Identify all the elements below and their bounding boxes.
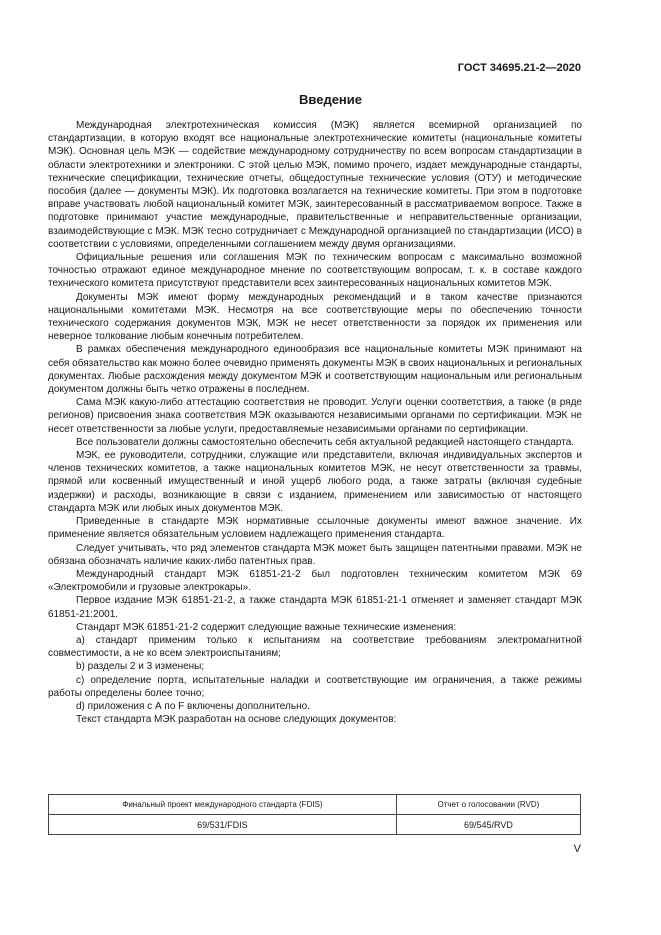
table-row [49,815,581,835]
paragraph: Документы МЭК имеют форму международных рекомендаций и в таком качестве признаются национальными комитетами МЭК. Несмотря на все соответствующие меры по обеспечению точности технического содержания документов МЭК, МЭК не несет ответственности за порядок их применения или неверное толкование любым конечным потребителем. [48,291,582,343]
section-title: Введение [299,92,362,107]
table-header-row [49,795,581,815]
paragraph: Приведенные в стандарте МЭК нормативные ссылочные документы имеют важное значение. Их применение является обязательным условием надлежащего применения стандарта. [48,516,582,541]
table-cell: 69/545/RVD [396,815,580,835]
paragraph: Международный стандарт МЭК 61851-21-2 был подготовлен техническим комитетом МЭК 69 «Электромобили и грузовые электрокары». [48,568,582,594]
paragraph: МЭК, ее руководители, сотрудники, служащие или представители, включая индивидуальных экспертов и членов технических комитетов, а также национальных комитетов МЭК, не несут ответственности за травмы, прямой или косвенный имущественный и иной ущерб любого рода, а также затраты (включая судебные издержки) и расходы, возникающие в связи с изданием, применением или зависимостью от настоящего стандарта МЭК или любых иных документов МЭК. [48,450,582,514]
paragraph: Текст стандарта МЭК разработан на основе следующих документов: [76,714,397,726]
paragraph: В рамках обеспечения международного единообразия все национальные комитеты МЭК принимают на себя обязательство как можно более очевидно применять документы МЭК в своих национальных и региональных документах. Любые расхождения между документом МЭК и соответствующим национальным или региональным документом должны быть четко отражены в последнем. [48,344,582,396]
paragraph: Сама МЭК какую-либо аттестацию соответствия не проводит. Услуги оценки соответствия, а также (в ряде регионов) присвоения знака соответствия МЭК оказываются независимыми органами по сертификации. МЭК не несет ответственности за любые услуги, предоставляемые независимыми органами по сертификации. [48,397,582,435]
list-item: a) стандарт применим только к испытаниям на соответствие требованиям электромагнитной совместимости, а не ко всем электроиспытаниям; [48,634,582,660]
page-number: V [573,843,581,855]
paragraph: Первое издание МЭК 61851-21-2, а также стандарта МЭК 61851-21-1 отменяет и заменяет стандарт МЭК 61851-21:2001. [48,595,582,620]
table-header-cell: Отчет о голосовании (RVD) [396,795,580,815]
documents-table [48,794,581,835]
document-header: ГОСТ 34695.21-2—2020 [457,62,581,74]
paragraph: Все пользователи должны самостоятельно обеспечить себя актуальной редакцией настоящего стандарта. [76,436,575,448]
paragraph: Международная электротехническая комиссия (МЭК) является всемирной организацией по стандартизации, в которую входят все национальные электротехнические комитеты (национальные комитеты МЭК). Основная цель МЭК — содействие международному сотрудничеству по всем вопросам стандартизации в области электротехники и электроники. С этой целью МЭК, помимо прочего, издает международные стандарты, технические спецификации, технические отчеты, общедоступные технические условия (ОТУ) и методические пособия (далее — документы МЭК). Их подготовка возлагается на технические комитеты. При этом в подготовке вправе участвовать любой национальный комитет МЭК, заинтересованный в рассматриваемом вопросе. Также в подготовке принимают участие международные, правительственные и неправительственные организации, взаимодействующие с МЭК. МЭК тесно сотрудничает с Международной организацией по стандартизации (ИСО) в соответствии с условиями, определенными соглашением между двумя организациями. [48,120,582,250]
paragraph: Следует учитывать, что ряд элементов стандарта МЭК может быть защищен патентными правами. МЭК не обязана обозначать наличие каких-либо патентных прав. [48,542,582,567]
document-body [48,119,582,726]
table-header-cell: Финальный проект международного стандарта (FDIS) [49,795,397,815]
paragraph: Стандарт МЭК 61851-21-2 содержит следующие важные технические изменения: [76,621,457,633]
table-cell: 69/531/FDIS [49,815,397,835]
list-item: b) разделы 2 и 3 изменены; [76,661,205,673]
paragraph: Официальные решения или соглашения МЭК по техническим вопросам с максимально возможной точностью отражают единое международное мнение по соответствующим вопросам, т. к. в составе каждого технического комитета присутствуют представители всех заинтересованных национальных комитетов МЭК. [48,252,582,290]
list-item: d) приложения с А по F включены дополнительно. [76,700,310,712]
list-item: c) определение порта, испытательные наладки и соответствующие им ограничения, а также режимы работы определены более точно; [48,674,582,699]
